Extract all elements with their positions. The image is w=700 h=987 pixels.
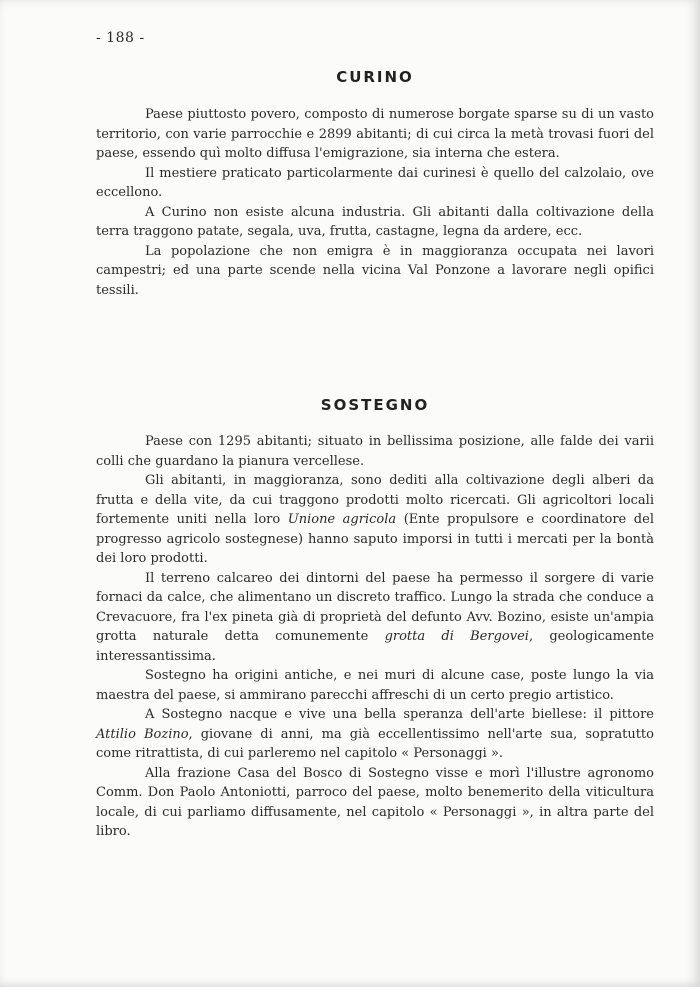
italic-phrase: grotta di Bergovei: [384, 629, 529, 644]
paragraph: Il terreno calcareo dei dintorni del paese ha permesso il sorgere di varie fornaci da calce, che alimentano un discreto traffico. Lungo la strada che conduce a Crevacuore, fra l'ex pineta già di proprietà del defunto Avv. Bozino, esiste un'ampia grotta naturale detta comunemente grotta di Bergovei, geologicamente interessantissima.: [96, 570, 654, 664]
paragraph: Alla frazione Casa del Bosco di Sostegno visse e morì l'illustre agronomo Comm. Don Paolo Antoniotti, parroco del paese, molto benemerito della viticultura locale, di cui parliamo diffusamente, nel capitolo « Personaggi », in altra parte del libro.: [96, 765, 654, 839]
paragraph: Paese con 1295 abitanti; situato in bellissima posizione, alle falde dei varii colli che guardano la pianura vercellese.: [96, 434, 654, 469]
paragraph: Sostegno ha origini antiche, e nei muri di alcune case, poste lungo la via maestra del paese, si ammirano parecchi affreschi di un certo pregio artistico.: [96, 668, 654, 703]
paragraph: Gli abitanti, in maggioranza, sono dediti alla coltivazione degli alberi da frutta e della vite, da cui traggono prodotti molto ricercati. Gli agricoltori locali fortemente uniti nella loro Unione agricola (Ente propulsore e coordinatore del progresso agricolo sostegnese) hanno saputo imporsi in tutti i mercati per la bontà dei loro prodotti.: [96, 473, 654, 566]
section-body-sostegno: [96, 432, 654, 842]
section-title-curino: CURINO: [336, 68, 414, 86]
italic-phrase: Attilio Bozino: [96, 726, 189, 742]
italic-phrase: Unione agricola: [287, 512, 397, 527]
paragraph: La popolazione che non emigra è in maggioranza occupata nei lavori campestri; ed una parte scende nella vicina Val Ponzone a lavorare negli opifici tessili.: [96, 243, 654, 298]
paragraph: A Curino non esiste alcuna industria. Gli abitanti dalla coltivazione della terra traggono patate, segala, uva, frutta, castagne, legna da ardere, ecc.: [96, 204, 654, 239]
section-title-sostegno: SOSTEGNO: [320, 396, 430, 414]
paragraph: Il mestiere praticato particolarmente dai curinesi è quello del calzolaio, ove eccellono.: [96, 165, 654, 200]
section-body-curino: [96, 105, 654, 300]
paragraph: Paese piuttosto povero, composto di numerose borgate sparse su di un vasto territorio, con varie parrocchie e 2899 abitanti; di cui circa la metà trovasi fuori del paese, essendo quì molto diffusa l'emigrazione, sia interna che estera.: [96, 107, 654, 161]
page-number: - 188 -: [96, 30, 145, 46]
paragraph: A Sostegno nacque e vive una bella speranza dell'arte biellese: il pittore Attilio Bozino, giovane di anni, ma già eccellentissimo nell'arte sua, sopratutto come ritrattista, di cui parleremo nel capitolo « Personaggi ».: [96, 707, 654, 761]
